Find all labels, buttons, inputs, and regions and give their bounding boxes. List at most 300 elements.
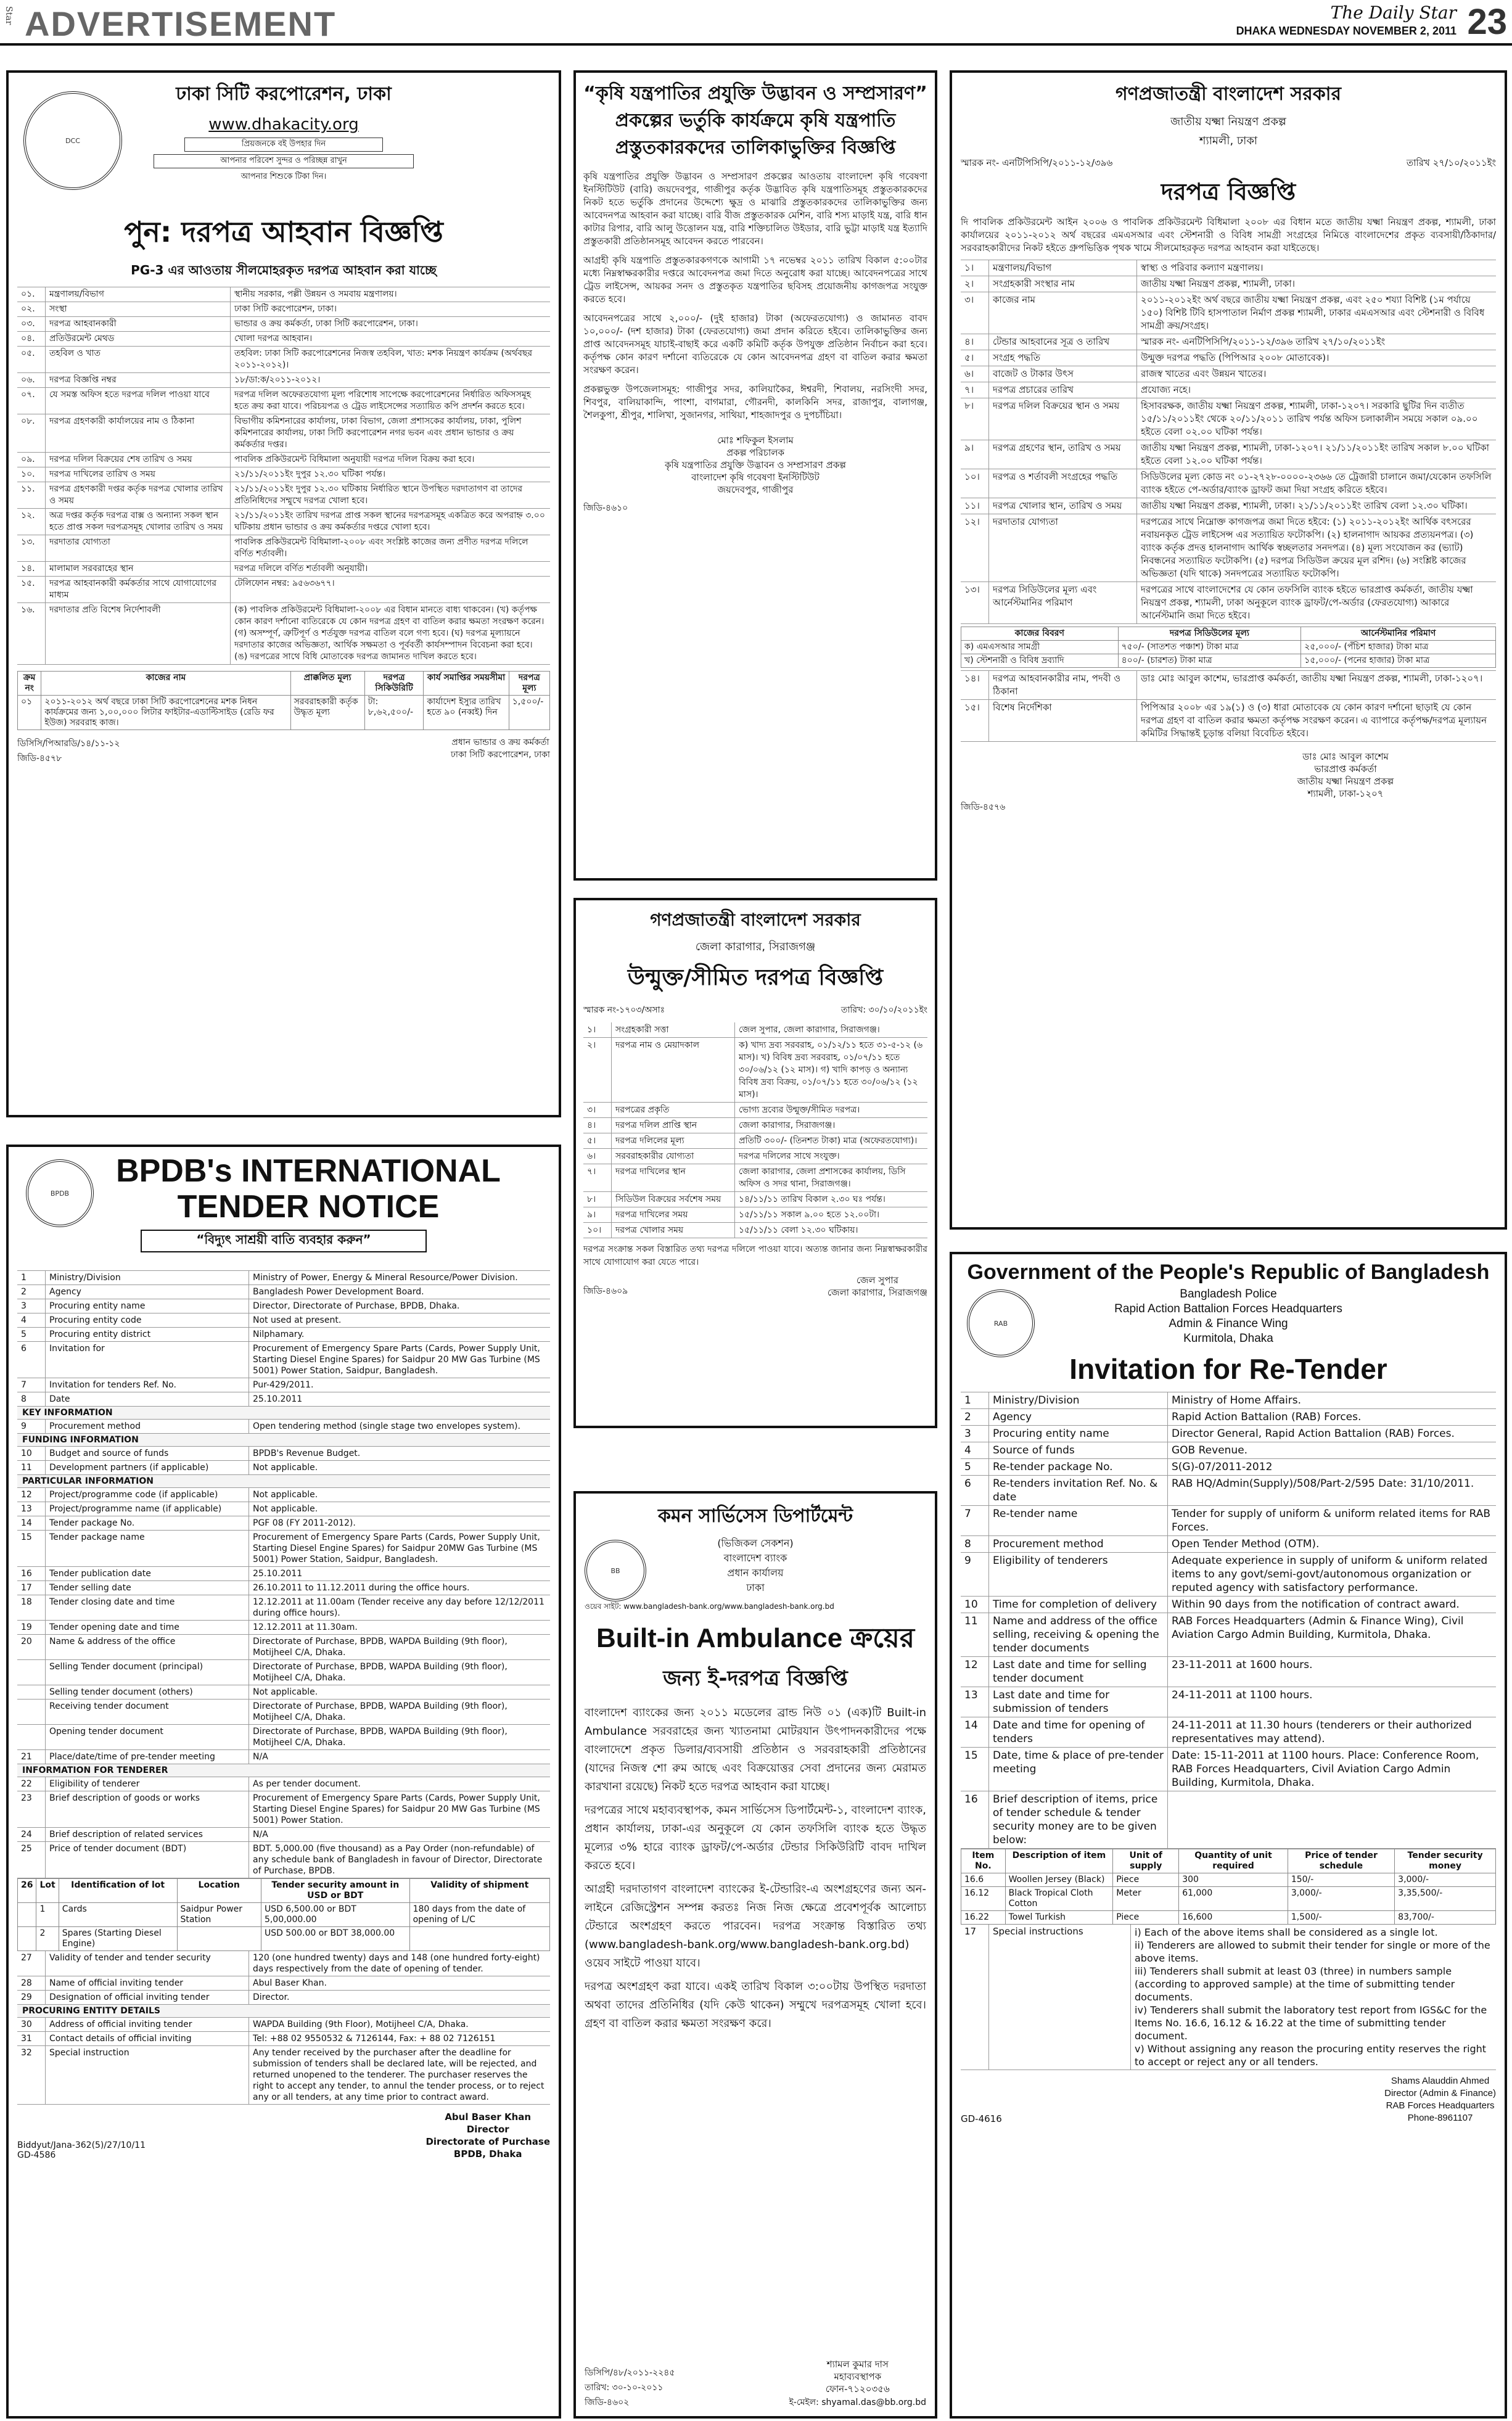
cell-k: সরবরাহকারীর যোগ্যতা [612,1149,735,1164]
table-row [17,562,550,577]
cell-k: Tender opening date and time [46,1621,249,1634]
dcc-org: ঢাকা সিটি করপোরেশন, ঢাকা [176,83,392,105]
cell-k: দরপত্র দাখিলের স্থান [612,1164,735,1191]
table-cell [177,1927,261,1951]
cell-v: Not applicable. [253,1504,318,1514]
bpdb-lot-table [17,1878,550,1951]
table-row [17,1392,550,1407]
cell-v: জাতীয় যক্ষ্মা নিয়ন্ত্রণ প্রকল্প, শ্যামলী, ঢাকা। ২১/১১/২০১১ইং তারিখ বেলা ১২.৩০ ঘটিকা। [1141,500,1468,511]
cell-k: Invitation for [46,1342,249,1378]
cell-k: দরপত্র দাখিলের সময় [612,1207,735,1222]
table-header-cell: Unit of supply [1113,1849,1179,1873]
dcc-signature: প্রধান ভান্ডার ও ক্রয় কর্মকর্তা ঢাকা সিটি করপোরেশন, ঢাকা [450,738,550,760]
rab-signature: Shams Alauddin Ahmed Director (Admin & Finance) RAB Forces Headquarters Phone-8961107 [1384,2076,1496,2123]
table-row [961,1409,1496,1426]
cell-v: Nilphamary. [253,1330,305,1339]
cell-v: ২১/১১/২০১১ইং দুপুর ১২.৩০ ঘটিকা পর্যন্ত। [234,469,386,479]
cell-no: 4 [17,1313,46,1327]
cell-k: Name of official inviting tender [46,1976,249,1990]
table-cell: 16.22 [961,1911,1006,1925]
cell-v: Directorate of Purchase, BPDB, WAPDA Building (9th floor), Motijheel C/A, Dhaka. [253,1701,507,1722]
cell-no: ১। [583,1022,612,1037]
bpdb-proc-section: PROCURING ENTITY DETAILS [17,2005,550,2018]
cell-k: টেন্ডার আহবানের সূত্র ও তারিখ [989,334,1137,350]
cell-k: Price of tender document (BDT) [46,1842,249,1878]
cell-k: Name & address of the office [46,1635,249,1659]
cell-k: প্রতিউরমেন্ট মেথড [46,332,231,346]
cell-k: দরপত্র নাম ও মেয়াদকাল [612,1038,735,1102]
cell-v: পাবলিক প্রকিউরমেন্ট বিধিমালা অনুযায়ী দরপত্র দলিল বিক্রয় করা হবে। [234,454,475,464]
cell-no [17,1725,46,1749]
cell-k: Time for completion of delivery [989,1597,1168,1613]
tb-place: শ্যামলী, ঢাকা [1199,134,1258,147]
cell-v: ২১/১১/২০১১ইং দুপুর ১২.৩০ ঘটিকায় নির্ধারিত স্থানে উপস্থিত দরদাতাগণ বা তাদের প্রতিনিধিদের সম্মুখে দরপত্র খোলা হবে। [234,484,523,506]
cell-v: Open tendering method (single stage two envelopes system). [253,1421,520,1431]
cell-k: Tender package No. [46,1516,249,1530]
cell-no: 16 [17,1567,46,1580]
cell-v: 12.12.2011 at 11.30am. [253,1622,358,1632]
table-row [17,1595,550,1621]
table-row [17,2046,550,2105]
cell-v: দরপত্রের সাথে বাংলাদেশের যে কোন তফসিলি ব্যাংক হইতে ভারপ্রাপ্ত কর্মকর্তা, জাতীয় যক্ষ্মা নিয়ন্ত্রণ প্রকল্প, শ্যামলী, ঢাকা অনুকূলে ব্যাংক ড্রাফট/পে-অর্ডার (ফেরতযোগ্য) আকারে আর্নেস্টমানি জমা দিতে হইবে। [1141,584,1473,621]
table-row [961,1476,1496,1506]
cell-v: প্রতিটি ৩০০/- (তিনশত টাকা) মাত্র (অফেরতযোগ্য)। [739,1136,918,1146]
dcc-subtitle: PG-3 এর আওতায় সীলমোহরকৃত দরপত্র আহবান করা যাচ্ছে [131,263,437,277]
table-header-cell: Tender security amount in USD or BDT [261,1879,409,1903]
table-row [17,1842,550,1878]
cell-no: 27 [17,1951,46,1976]
cell-no: 17 [17,1581,46,1595]
table-cell: Meter [1113,1887,1179,1911]
cell-no: 25 [17,1842,46,1878]
dcc-info-table [17,287,550,665]
table-row [961,1553,1496,1597]
cell-no: 9 [961,1553,989,1596]
table-row [583,1022,927,1038]
krishi-body-3: আবেদনপত্রের সাথে ২,০০০/- (দুই হাজার) টাকা (অফেরতযোগ্য) ও জামানত বাবদ ১০,০০০/- (দশ হাজার) টাকা (ফেরতযোগ্য) জমা প্রদান করিতে হইবে। তালিকাভুক্তির জন্য প্রাপ্ত আবেদনসমূহ যাচাই-বাছাই করে একটি কমিটি কর্তৃক উপযুক্ত প্রতিষ্ঠান নির্বাচন করা হবে। কর্তৃপক্ষ কোন কারণ দর্শানো ব্যতিরেকে যে কোন আবেদনপত্র গ্রহণ বা বাতিল করার ক্ষমতা সংরক্ষণ করেন। [583,313,927,376]
cell-v: BPDB's Revenue Budget. [253,1449,361,1458]
cell-k: Procurement method [989,1536,1168,1552]
tb-date: তারিখ ২৭/১০/২০১১ইং [1406,157,1496,168]
cell-v: তহবিল: ঢাকা সিটি করপোরেশনের নিজস্ব তহবিল, খাত: মশক নিয়ন্ত্রণ কার্যক্রম (অর্থবছর ২০১১-২০১২)। [234,348,533,370]
table-row [18,1927,550,1951]
cell-v: দরপত্র দলিলের সাথে সংযুক্ত। [739,1151,840,1161]
dcc-slogan-2: আপনার পরিবেশ সুন্দর ও পরিচ্ছন্ন রাখুন [154,154,414,168]
cell-v: ১৮/ডা:ক/২০১১-২০১২। [234,375,321,385]
table-row [17,1791,550,1828]
bpdb-slogan: “বিদ্যুৎ সাশ্রয়ী বাতি ব্যবহার করুন” [141,1230,427,1252]
bb-email[interactable]: ই-মেইল: shyamal.das@bb.org.bd [789,2398,926,2407]
jail-gd: জিডি-৪৬০৯ [583,1286,628,1296]
table-row [17,1342,550,1378]
cell-k: দরদাতার যোগ্যতা [46,535,231,561]
cell-k: Brief description of related services [46,1828,249,1841]
cell-no: ০৬. [17,373,46,387]
rab-title: Invitation for Re-Tender [1069,1353,1387,1385]
cell-no: ৪। [961,334,989,350]
cell-no: ১০. [17,467,46,482]
special-instruction: ii) Tenderers are allowed to submit their tender for single or more of the above items. [1135,1939,1490,1964]
table-row [17,1285,550,1299]
cell-no: ১৩। [961,582,989,623]
table-row [18,1903,550,1927]
table-row [17,373,550,388]
table-cell: Piece [1113,1873,1179,1887]
cell-v: স্বাস্থ্য ও পরিবার কল্যাণ মন্ত্রণালয়। [1141,262,1263,273]
cell-k: Development partners (if applicable) [46,1461,249,1474]
cell-no: 7 [17,1378,46,1392]
rab-gov: Government of the People's Republic of Bangladesh [967,1260,1490,1284]
table-row [17,2018,550,2032]
cell-no: ১২. [17,509,46,535]
cell-no: 5 [17,1328,46,1341]
table-header-cell: Description of item [1005,1849,1113,1873]
cell-k: মন্ত্রণালয়/বিভাগ [46,287,231,302]
cell-no: ০৭. [17,388,46,414]
table-row [583,1192,927,1207]
cell-v: N/A [253,1752,268,1762]
cell-k: মন্ত্রণালয়/বিভাগ [989,260,1137,276]
cell-v: Any tender received by the purchaser after the deadline for submission of tenders shall be declared late, will be rejected, and returned unopened to the tenderer. The purchaser reserves the right to accept any tender, to annul the tender process, or to reject any or all tenders, at any time prior to contract award. [253,2048,544,2102]
cell-v: RAB HQ/Admin(Supply)/508/Part-2/595 Date: 31/10/2011. [1172,1478,1474,1490]
bb-p3: আগ্রহী দরদাতাগণ বাংলাদেশ ব্যাংকের ই-টেন্ডারিং-এ অংশগ্রহণের জন্য অন-লাইনে রেজিস্ট্রেশন সম্পন্ন করতঃ নিজ নিজ ক্ষেত্রে প্রবেশপূর্বক আলোচ্য টেন্ডারে অংশগ্রহণ করতে পারবেন। দরপত্র সংক্রান্ত বিস্তারিত তথ্য (www.bangladesh-bank.org/www.bangladesh-bank.org.bd) ওয়েব সাইটে পাওয়া যাবে। [585,1883,926,1970]
cell-k: Address of official inviting tender [46,2018,249,2031]
table-row [583,1164,927,1192]
cell-no: ৫। [961,350,989,366]
cell-v: Tender for supply of uniform & uniform related items for RAB Forces. [1172,1508,1491,1534]
cell-k: দরপত্র দলিল বিক্রয়ের স্থান ও সময় [989,398,1137,440]
cell-no: ১৪। [961,671,989,699]
table-row [17,317,550,332]
cell-v: GOB Revenue. [1172,1444,1248,1457]
cell-k: সংগ্রহকারী সত্তা [612,1022,735,1037]
cell-v: রাজস্ব খাতের এবং উন্নয়ন খাতের। [1141,368,1267,379]
cell-v: ভোগ্য দ্রব্যের উন্মুক্ত/সীমিত দরপত্র। [739,1105,860,1115]
cell-no: ১৫. [17,577,46,602]
cell-no: ১২। [961,514,989,582]
table-cell: 2 [36,1927,59,1951]
cell-v: WAPDA Building (9th Floor), Motijheel C/A, Dhaka. [253,2020,469,2029]
table-cell: সরবরাহকারী কর্তৃক উদ্ধৃত মূল্য [290,696,364,730]
bb-web[interactable]: ওয়েব সাইট: www.bangladesh-bank.org/www.bangladesh-bank.org.bd [585,1602,834,1611]
table-row [17,1750,550,1764]
table-row [961,641,1496,654]
cell-no: ৬। [583,1149,612,1164]
bpdb-signature: Abul Baser Khan Director Directorate of Purchase BPDB, Dhaka [425,2111,550,2160]
cell-v: 24-11-2011 at 11.30 hours (tenderers or their authorized representatives may attend). [1172,1719,1472,1745]
cell-no: ০৮. [17,414,46,452]
cell-v: ১৪/১১/১১ তারিখ বিকাল ২.৩০ ঘঃ পর্যন্ত। [739,1194,885,1204]
table-row [961,1442,1496,1459]
table-row [17,1951,550,1976]
cell-v: Procurement of Emergency Spare Parts (Cards, Power Supply Unit, Starting Diesel Engine Spares) for Saidpur 20 MW Gas Turbine (MS 5001) Power Station, Saidpur, Bangladesh. [253,1344,540,1376]
cell-k: Place/date/time of pre-tender meeting [46,1750,249,1764]
special-instruction: iv) Tenderers shall submit the laboratory test report from IGS&C for the Items No. 16.6, 16.12 & 16.22 at the time of submitting tender document. [1135,2004,1487,2042]
table-cell: 3,000/- [1395,1873,1496,1887]
table-row [583,1118,927,1133]
table-row [17,1976,550,1991]
table-cell: 1 [36,1903,59,1927]
cell-v: BDT. 5,000.00 (five thousand) as a Pay Order (non-refundable) of any schedule bank of Bangladesh in favour of Director, Directorate of Purchase, BPDB. [253,1844,543,1876]
cell-no: ০৯. [17,453,46,467]
cell-k: Re-tender name [989,1506,1168,1535]
cell-v: ২০১১-২০১২ইং অর্থ বছরে জাতীয় যক্ষ্মা নিয়ন্ত্রণ প্রকল্প, এবং ২৫০ শয্যা বিশিষ্ট (১ম পর্যায়ে ১৫০) বিশিষ্ট টিবি হাসপাতাল নির্মাণ প্রকল্প শ্যামলী, ঢাকার এমএসআর এবং স্টেশনারী ও বিবিধ সামগ্রী ক্রয়/সংগ্রহ। [1141,294,1485,331]
table-cell: 16,600 [1179,1911,1288,1925]
table-header-cell: Location [177,1879,261,1903]
cell-v: জাতীয় যক্ষ্মা নিয়ন্ত্রণ প্রকল্প, শ্যামলী, ঢাকা। [1141,278,1295,289]
dateline: DHAKA WEDNESDAY NOVEMBER 2, 2011 [1236,25,1457,37]
rab-item-table [961,1849,1496,1925]
cell-no: 11 [961,1613,989,1656]
cell-v: N/A [253,1830,268,1839]
cell-k: Procuring entity district [46,1328,249,1341]
cell-v: জেল সুপার, জেলা কারাগার, সিরাজগঞ্জ। [739,1025,880,1035]
cell-k: তহবিল ও খাত [46,347,231,372]
cell-no: ১৩. [17,535,46,561]
dcc-work-table [17,671,550,730]
table-row [17,535,550,562]
table-cell: Saidpur Power Station [177,1903,261,1927]
cell-v: Bangladesh Power Development Board. [253,1287,424,1297]
table-row [17,1420,550,1434]
cell-no: ৫। [583,1133,612,1148]
table-header-cell: 26 [18,1879,36,1903]
jail-info-table [583,1022,927,1238]
table-row [961,1597,1496,1613]
cell-no: 31 [17,2032,46,2045]
table-cell [18,1927,36,1951]
cell-k: দরপত্র আহবানকারী [46,317,231,331]
cell-no: 22 [17,1777,46,1791]
table-row [17,1313,550,1328]
krishi-body-2: আগ্রহী কৃষি যন্ত্রপাতি প্রস্তুতকারকগণকে আগামী ১৭ নভেম্বর ২০১১ তারিখ বিকাল ৫:০০টার মধ্যে নিম্নস্বাক্ষরকারীর দপ্তরে আবেদনপত্র জমা দিতে অনুরোধ করা যাচ্ছে। আবেদনপত্রের সাথে ট্রেড লাইসেন্স, আয়কর সনদ ও প্রস্তুতকৃত যন্ত্রপাতির ছবিসহ প্রয়োজনীয় কাগজপত্র সংযুক্ত করতে হবে। [583,255,927,305]
cell-v: দরপত্রের সাথে নিম্নোক্ত কাগজপত্র জমা দিতে হইবে: (১) ২০১১-২০১২ইং আর্থিক বৎসরের নবায়নকৃত ট্রেড লাইসেন্স এর সত্যায়িত ফটোকপি। (২) হালনাগাদ আয়কর প্রত্যয়নপত্র। (৩) ব্যাংক কর্তৃক প্রদত্ত হালনাগাদ আর্থিক স্বচ্ছলতার সনদপত্র। (৪) মূল্য সংযোজন কর (ভ্যাট) নিবন্ধনের সত্যায়িত ফটোকপি। (৫) দরপত্র সিডিউল ক্রয়ের মূল রশিদ। (৬) সংশ্লিষ্ট কাজের অভিজ্ঞতা (যদি থাকে) সনদপত্রের সত্যায়িত ফটোকপি। [1141,516,1474,579]
table-row [17,1328,550,1342]
cell-k: কাজের নাম [989,292,1137,334]
cell-no: ৭। [961,382,989,398]
table-cell: টা: ৮,৬২,৫০০/- [364,696,424,730]
cell-k: Last date and time for submission of tenders [989,1687,1168,1717]
table-row [17,302,550,317]
table-header-cell: কাজের নাম [41,672,290,696]
table-row [17,1516,550,1531]
cell-v: Date: 15-11-2011 at 1100 hours. Place: Conference Room, RAB Forces Headquarters, Civil Aviation Cargo Admin Building, Kurmitola, Dhaka. [1172,1749,1479,1789]
table-row [583,1207,927,1223]
table-cell: 150/- [1288,1873,1394,1887]
cell-v: Not applicable. [253,1463,318,1473]
cell-no: ১৫। [961,700,989,741]
table-row [961,398,1496,440]
cell-k: দরপত্র খোলার স্থান, তারিখ ও সময় [989,498,1137,514]
cell-no: 15 [17,1531,46,1566]
cell-v: Rapid Action Battalion (RAB) Forces. [1172,1411,1362,1423]
table-row [583,1223,927,1238]
dcc-ad [6,70,561,1117]
cell-k: Tender publication date [46,1567,249,1580]
table-row [17,1660,550,1685]
cell-no: ০৩. [17,317,46,331]
table-row [583,1133,927,1149]
table-row [17,1635,550,1660]
table-row [17,1488,550,1502]
cell-k: দরপত্র আহবানকারী কর্মকর্তার সাথে যোগাযোগের মাধ্যম [46,577,231,602]
tb-signature: ডাঃ মোঃ আবুল কাশেম ভারপ্রাপ্ত কর্মকর্তা জাতীয় যক্ষ্মা নিয়ন্ত্রণ প্রকল্প শ্যামলী, ঢাকা-১২০৭ [1297,751,1394,799]
cell-k: Ministry/Division [989,1392,1168,1408]
cell-k: Re-tenders invitation Ref. No. & date [989,1476,1168,1505]
krishi-title: “কৃষি যন্ত্রপাতির প্রযুক্তি উদ্ভাবন ও সম্প্রসারণ” প্রকল্পের ভর্তুকি কার্যক্রমে কৃষি যন্ত্রপাতি প্রস্তুতকারকদের তালিকাভুক্তির বিজ্ঞপ্তি [583,83,927,158]
cell-k: সংগ্রহ পদ্ধতি [989,350,1137,366]
cell-v: স্থানীয় সরকার, পল্লী উন্নয়ন ও সমবায় মন্ত্রণালয়। [234,289,397,299]
cell-v: উন্মুক্ত দরপত্র পদ্ধতি (পিপিআর ২০০৮ মোতাবেক)। [1141,352,1329,363]
krishi-gd: জিডি-৪৬১০ [583,503,628,513]
cell-no: 3 [961,1426,989,1442]
jail-note: দরপত্র সংক্রান্ত সকল বিস্তারিত তথ্য দরপত্র দলিলে পাওয়া যাবে। অত্যন্ত জানার জন্য নিম্নস্বাক্ষরকারীর সাথে যোগাযোগ করা যেতে পারে। [583,1244,927,1267]
cell-no: 20 [17,1635,46,1659]
cell-k: Validity of tender and tender security [46,1951,249,1976]
rab-org: Bangladesh Police Rapid Action Battalion Forces Headquarters Admin & Finance Wing Kurmitola, Dhaka [1114,1288,1342,1345]
table-header-cell: Validity of shipment [409,1879,549,1903]
bpdb-title-2: TENDER NOTICE [177,1189,440,1225]
jail-signature: জেল সুপার জেলা কারাগার, সিরাজগঞ্জ [827,1275,927,1298]
cell-k: Procurement method [46,1420,249,1433]
rab-info-table [961,1392,1496,1849]
cell-k: সংস্থা [46,302,231,316]
cell-v: Director General, Rapid Action Battalion (RAB) Forces. [1172,1428,1455,1440]
table-row [17,482,550,509]
cell-k: Brief description of items, price of tender schedule & tender security money are to be given below: [989,1791,1168,1848]
cell-v: ২১/১১/২০১১ইং তারিখ দরপত্র প্রাপ্ত সকল স্থানের দরপত্রসমূহ একত্রিত করে অপরাহ্ন ৩.০০ ঘটিকায় প্রধান ভান্ডার ও ক্রয় কর্মকর্তার দপ্তরে খোলা হবে। [234,511,545,532]
table-cell: 1,500/- [1288,1911,1394,1925]
cell-no: 6 [17,1342,46,1378]
cell-no: ৯। [583,1207,612,1222]
cell-k: দরপত্রের প্রকৃতি [612,1103,735,1117]
table-row [17,1621,550,1635]
table-row [961,700,1496,742]
cell-k: Contact details of official inviting [46,2032,249,2045]
table-cell: ৭৫০/- (সাতশত পঞ্চাশ) টাকা মাত্র [1118,641,1301,654]
cell-no: ৮। [961,398,989,440]
cell-no: 12 [17,1488,46,1502]
table-cell: ২০১১-২০১২ অর্থ বছরে ঢাকা সিটি করপোরেশনের মশক নিধন কার্যক্রমের জন্য ১,০০,০০০ লিটার ফাইটার-এডাল্টিসাইড (রেডি ফর ইউজ) সরবরাহ কাজ। [41,696,290,730]
tb-earnest-table [961,627,1496,668]
bb-title-2: জন্য ই-দরপত্র বিজ্ঞপ্তি [663,1666,848,1691]
cell-no: 5 [961,1459,989,1475]
cell-v: S(G)-07/2011-2012 [1172,1461,1273,1473]
cell-no: ১১। [961,498,989,514]
cell-k: Selling tender document (others) [46,1685,249,1699]
table-row [17,1531,550,1567]
cell-v: Within 90 days from the notification of contract award. [1172,1598,1460,1611]
table-row [17,287,550,302]
table-row [17,1299,550,1313]
bb-signature: শ্যামল কুমার দাস মহাব্যবস্থাপক ফোন-৭১২০৩৫৬ [825,2359,890,2394]
cell-v: Directorate of Purchase, BPDB, WAPDA Building (9th floor), Motijheel C/A, Dhaka. [253,1727,507,1748]
cell-v: পাবলিক প্রকিউরমেন্ট বিধিমালা-২০০৮ এবং সংশ্লিষ্ট কাজের জন্য প্রণীত দরপত্র দলিলে বর্ণিত শর্তাবলী। [234,537,528,559]
table-row [17,509,550,535]
cell-k: Tender selling date [46,1581,249,1595]
cell-v: 25.10.2011 [253,1569,303,1579]
cell-v: Open Tender Method (OTM). [1172,1538,1320,1550]
cell-k: দরপত্র খোলার সময় [612,1223,735,1238]
bb-left-foot: ডিসিপি/৪৮/২০১১-২২৪৫ তারিখ: ৩০-১০-২০১১ জিডি-৪৬০২ [585,2368,675,2407]
cell-v: বিভাগীয় কমিশনারের কার্যালয়, ঢাকা বিভাগ, জেলা প্রশাসকের কার্যালয়, ঢাকা, পুলিশ কমিশনারের কার্যালয়, ঢাকা সিটি করপোরেশন নগর ভবন এবং প্রধান ভান্ডার ও ক্রয় কর্মকর্তার দপ্তর। [234,416,522,450]
cell-v: Not applicable. [253,1490,318,1500]
table-row [17,1461,550,1475]
bpdb-key-section: KEY INFORMATION [17,1407,550,1420]
table-cell: ০১ [18,696,41,730]
jail-office: জেলা কারাগার, সিরাজগঞ্জ [695,940,816,953]
special-instruction: i) Each of the above items shall be considered as a single lot. [1135,1926,1438,1938]
table-cell: USD 6,500.00 or BDT 5,00,000.00 [261,1903,409,1927]
table-cell: 300 [1179,1873,1288,1887]
cell-no: 13 [961,1687,989,1717]
special-instruction: iii) Tenderers shall submit at least 03 (three) in numbers sample (according to approved sample) at the time of submitting tender documents. [1135,1965,1455,2003]
table-cell: 16.6 [961,1873,1006,1887]
table-header-cell: Quantity of unit required [1179,1849,1288,1873]
bpdb-particular-section: PARTICULAR INFORMATION [17,1475,550,1488]
cell-v: (ক) পাবলিক প্রকিউরমেন্ট বিধিমালা-২০০৮ এর বিধান মানতে বাধ্য থাকবেন। (খ) কর্তৃপক্ষ কোন কারণ দর্শানো ব্যতিরেকে যে কোন দরপত্র গ্রহণ বা বাতিল করার ক্ষমতা সংরক্ষণ করেন। (গ) অসম্পূর্ণ, ত্রুটিপূর্ণ ও শর্তযুক্ত দরপত্র বাতিল বলে গণ্য হবে। (ঘ) দরপত্র মূল্যায়নে দরদাতার কাজের অভিজ্ঞতা, আর্থিক সক্ষমতা ও পূর্ববর্তী কার্যসম্পাদন বিবেচনা করা হবে। (ঙ) দরপত্রের সাথে বিধি মোতাবেক দরপত্র জামানত দাখিল করতে হবে। [234,605,544,662]
krishi-ad [573,70,937,881]
table-header-cell: আর্নেস্টমানির পরিমাণ [1301,627,1496,641]
rab-ad [950,1252,1507,2419]
table-cell: Piece [1113,1911,1179,1925]
cell-no: ২। [961,276,989,292]
tb-gov: গণপ্রজাতন্ত্রী বাংলাদেশ সরকার [1116,83,1341,105]
cell-no: ০২. [17,302,46,316]
cell-no: 2 [961,1409,989,1425]
cell-k: দরপত্র প্রচারের তারিখ [989,382,1137,398]
dcc-website[interactable]: www.dhakacity.org [208,115,359,134]
star-tag: Star [4,6,14,25]
table-header-cell: প্রাক্কলিত মূল্য [290,672,364,696]
cell-k: দরপত্র দলিল বিক্রয়ের শেষ তারিখ ও সময় [46,453,231,467]
bpdb-fund-section: FUNDING INFORMATION [17,1434,550,1447]
tb-dept: জাতীয় যক্ষ্মা নিয়ন্ত্রণ প্রকল্প [1170,115,1286,128]
dcc-footer-ref: ডিসিসি/পিআরডি/১৪/১১-১২ জিডি-৪৫৭৮ [17,739,120,763]
table-row [17,1685,550,1700]
cell-k: সিডিউল বিক্রয়ের সর্বশেষ সময় [612,1192,735,1207]
table-row [17,332,550,347]
table-row [17,1502,550,1516]
cell-no: 30 [17,2018,46,2031]
cell-no: ২। [583,1038,612,1102]
cell-no: 14 [17,1516,46,1530]
table-row [17,1271,550,1285]
cell-k: দরপত্র দাখিলের তারিখ ও সময় [46,467,231,482]
table-cell: 3,35,500/- [1395,1887,1496,1911]
cell-k: Date and time for opening of tenders [989,1717,1168,1747]
cell-k: Procuring entity name [46,1299,249,1313]
cell-k: দরপত্র গ্রহণকারী কার্যালয়ের নাম ও ঠিকানা [46,414,231,452]
table-row [17,1567,550,1581]
table-cell: খ) স্টেশনারী ও বিবিধ দ্রব্যাদি [961,654,1119,668]
cell-v: Director. [253,1992,290,2002]
table-cell: USD 500.00 or BDT 38,000.00 [261,1927,409,1951]
table-row [17,467,550,482]
table-row [961,440,1496,469]
table-cell [18,1903,36,1927]
cell-k: Invitation for tenders Ref. No. [46,1378,249,1392]
tb-gd: জিডি-৪৫৭৬ [961,802,1006,812]
cell-v: PGF 08 (FY 2011-2012). [253,1518,356,1528]
table-row [961,1748,1496,1791]
table-row [17,1447,550,1461]
bb-p1: বাংলাদেশ ব্যাংকের জন্য ২০১১ মডেলের ব্রান্ড নিউ ০১ (এক)টি Built-in Ambulance সরবরাহের জন্য খ্যাতনামা মোটরযান উৎপাদনকারীদের পক্ষে বাংলাদেশে প্রকৃত ডিলার/ব্যবসায়ী প্রতিষ্ঠান ও সরবরাহকারী প্রতিষ্ঠানের (যাদের নিজস্ব শো রুম আছে এবং বিক্রয়োত্তর সেবা প্রদানের জন্য মেরামত কারখানা রয়েছে) নিকট হতে দরপত্র আহবান করা যাচ্ছে। [585,1706,926,1793]
jail-date: তারিখ: ৩০/১০/২০১১ইং [840,1005,927,1015]
table-row [961,1392,1496,1409]
table-row [961,1687,1496,1717]
cell-no: 1 [17,1271,46,1284]
